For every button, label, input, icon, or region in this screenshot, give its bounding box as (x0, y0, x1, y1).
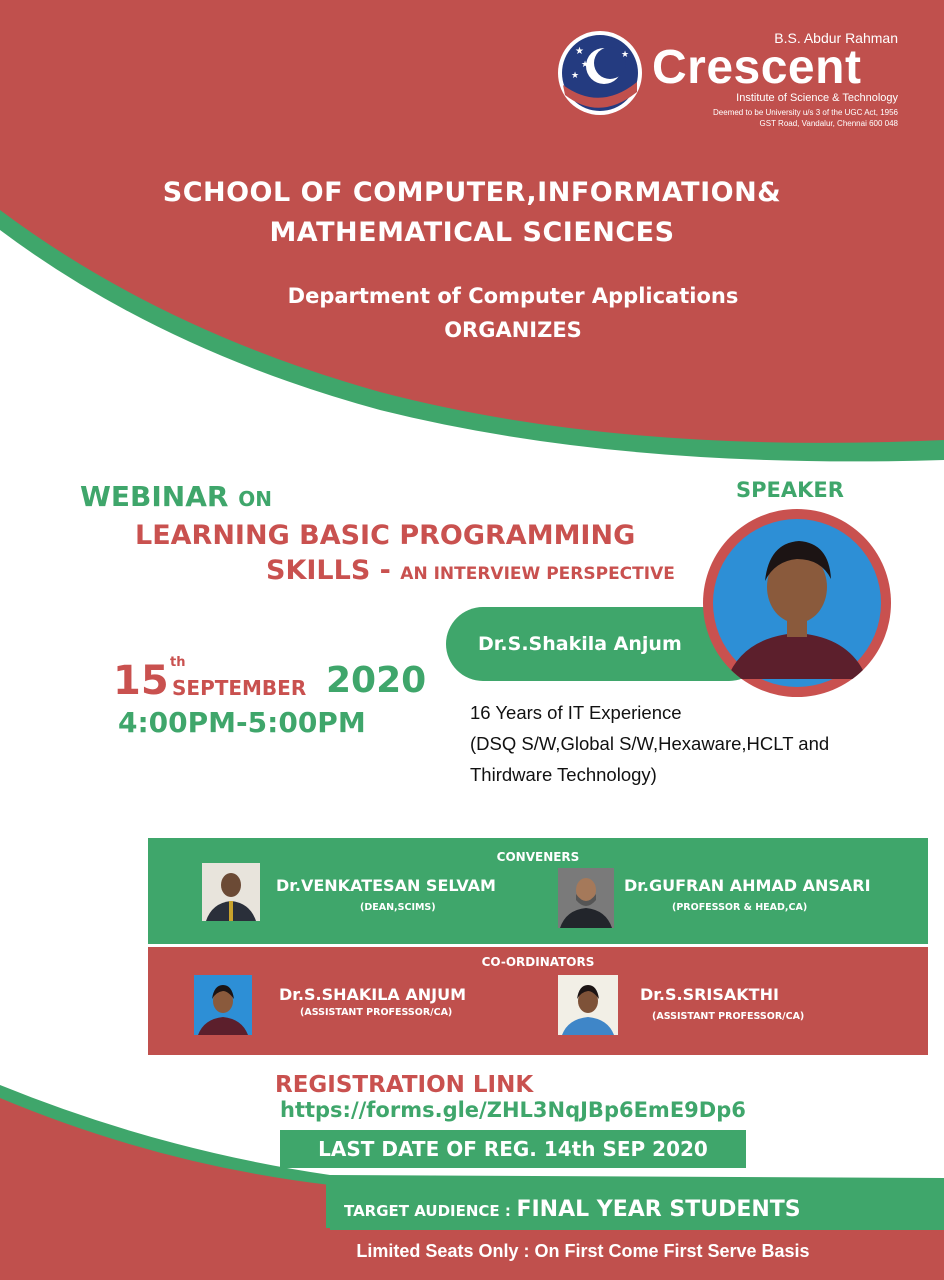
webinar-word: WEBINAR (80, 480, 229, 513)
webinar-on: ON (238, 487, 272, 511)
speaker-photo (703, 509, 891, 697)
convener-name-2: Dr.GUFRAN AHMAD ANSARI (624, 876, 871, 895)
date-day: 15 (113, 658, 169, 704)
speaker-exp-line1: 16 Years of IT Experience (470, 702, 682, 723)
target-audience (344, 1197, 801, 1222)
person-portrait-icon (194, 975, 252, 1035)
svg-text:★: ★ (621, 50, 630, 60)
person-portrait-icon (202, 863, 260, 921)
coordinator-name-2: Dr.S.SRISAKTHI (640, 985, 779, 1004)
date-day-suffix: th (170, 655, 186, 670)
audience-label: TARGET AUDIENCE : (344, 1202, 511, 1220)
svg-text:★: ★ (581, 60, 590, 70)
coordinator-role-2: (ASSISTANT PROFESSOR/CA) (652, 1011, 805, 1022)
coordinator-role-1: (ASSISTANT PROFESSOR/CA) (300, 1007, 453, 1018)
convener-photo-2 (558, 868, 614, 928)
conveners-title: CONVENERS (496, 850, 580, 864)
date-month: SEPTEMBER (172, 676, 307, 700)
school-line1: SCHOOL OF COMPUTER,INFORMATION& (162, 177, 782, 208)
convener-role-2: (PROFESSOR & HEAD,CA) (672, 902, 808, 913)
registration-label: REGISTRATION LINK (275, 1072, 534, 1098)
department-name: Department of Computer Applications (287, 284, 739, 308)
logo-name: Crescent (652, 41, 862, 94)
coordinator-photo-2 (558, 975, 618, 1035)
logo-line2: GST Road, Vandalur, Chennai 600 048 (759, 119, 898, 128)
webinar-title-line1: LEARNING BASIC PROGRAMMING (135, 520, 636, 551)
person-portrait-icon (558, 975, 618, 1035)
audience-value: FINAL YEAR STUDENTS (516, 1197, 801, 1222)
coordinator-name-1: Dr.S.SHAKILA ANJUM (279, 985, 467, 1004)
speaker-portrait-icon (703, 509, 891, 697)
date-year: 2020 (326, 660, 427, 701)
registration-link[interactable]: https://forms.gle/ZHL3NqJBp6EmE9Dp6 (280, 1098, 746, 1122)
convener-photo-1 (202, 863, 260, 921)
conveners-band (148, 838, 928, 944)
school-line2: MATHEMATICAL SCIENCES (269, 217, 675, 248)
coordinators-band (148, 947, 928, 1055)
coordinators-title: CO-ORDINATORS (481, 955, 595, 969)
webinar-title-line2 (266, 555, 675, 586)
speaker-exp-line3: Thirdware Technology) (470, 764, 657, 785)
convener-name-1: Dr.VENKATESAN SELVAM (276, 876, 496, 895)
webinar-time: 4:00PM-5:00PM (118, 706, 366, 739)
title-line2-main: SKILLS - (266, 555, 391, 586)
coordinator-photo-1 (194, 975, 252, 1035)
limited-seats-note: Limited Seats Only : On First Come First Serve Basis (356, 1241, 810, 1261)
title-line2-sub: AN INTERVIEW PERSPECTIVE (400, 564, 675, 584)
crescent-logo-emblem (557, 30, 643, 116)
svg-text:★: ★ (571, 71, 580, 81)
last-date-banner: LAST DATE OF REG. 14th SEP 2020 (280, 1130, 746, 1168)
svg-text:★: ★ (575, 46, 584, 57)
person-portrait-icon (558, 868, 614, 928)
speaker-exp-line2: (DSQ S/W,Global S/W,Hexaware,HCLT and (470, 733, 830, 754)
speaker-label: SPEAKER (736, 478, 844, 502)
logo-top-line: B.S. Abdur Rahman (774, 30, 898, 46)
speaker-name-pill: Dr.S.Shakila Anjum (446, 607, 766, 681)
logo-subtitle: Institute of Science & Technology (736, 92, 898, 104)
convener-role-1: (DEAN,SCIMS) (360, 902, 436, 913)
webinar-heading (80, 480, 272, 513)
organizes-label: ORGANIZES (444, 318, 582, 342)
logo-line1: Deemed to be University u/s 3 of the UGC Act, 1956 (713, 108, 898, 117)
